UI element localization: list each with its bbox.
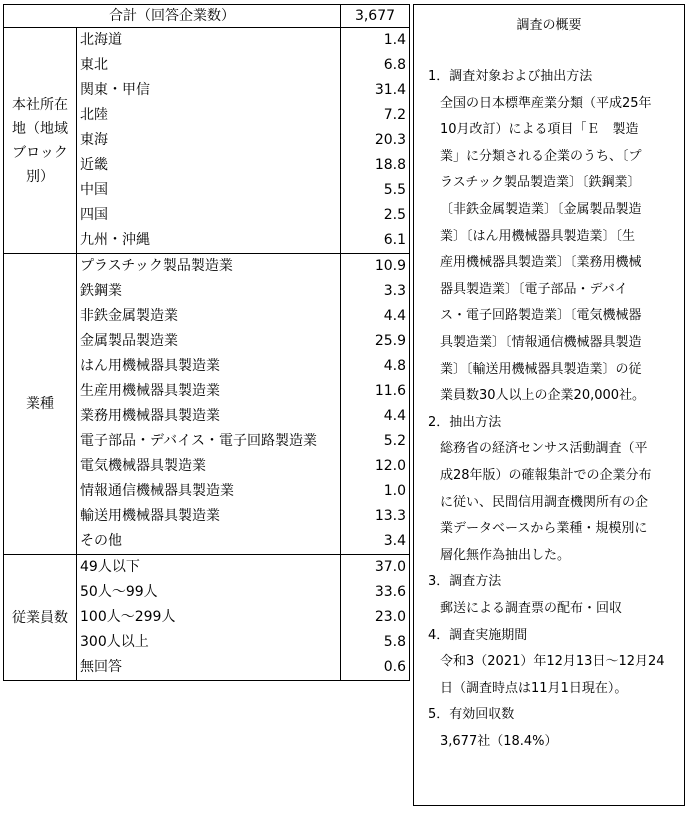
overview-text: 業データベースから業種・規模別に <box>440 521 648 536</box>
overview-text: 成28年版）の確報集計での企業分布 <box>440 468 652 483</box>
overview-heading: 3．調査方法 <box>428 574 502 589</box>
row-value: 37.0 <box>374 559 406 575</box>
row-value: 3.4 <box>383 533 406 549</box>
row-value: 4.4 <box>383 308 406 324</box>
group-label-line: 業種 <box>26 396 54 412</box>
row-label: 情報通信機械器具製造業 <box>80 483 234 499</box>
overview-text: 郵送による調査票の配布・回収 <box>440 601 623 616</box>
group-label-line: 地（地域 <box>12 120 68 137</box>
row-value: 3.3 <box>383 283 406 299</box>
row-value: 25.9 <box>374 333 406 349</box>
row-label: 非鉄金属製造業 <box>80 308 178 324</box>
row-value: 18.8 <box>374 157 406 173</box>
row-value: 6.8 <box>383 57 406 73</box>
row-label: 北陸 <box>80 107 108 123</box>
row-value: 1.4 <box>383 32 406 48</box>
row-value: 6.1 <box>383 232 406 248</box>
row-value: 2.5 <box>383 207 406 223</box>
row-label: 電気機械器具製造業 <box>80 458 206 474</box>
row-label: 業務用機械器具製造業 <box>80 408 220 424</box>
total-row <box>4 5 410 28</box>
row-label: 北海道 <box>80 32 122 48</box>
row-label: 50人～99人 <box>80 584 158 600</box>
row-value: 5.2 <box>383 433 406 449</box>
row-value: 0.6 <box>383 659 406 675</box>
overview-title: 調査の概要 <box>516 18 582 33</box>
overview-text: 業〕〔輸送用機械器具製造業〕の従 <box>440 362 642 377</box>
group-row <box>4 28 410 254</box>
row-label: 生産用機械器具製造業 <box>80 383 220 399</box>
overview-text: ラスチック製品製造業〕〔鉄鋼業〕 <box>440 175 641 190</box>
overview-text: 令和3（2021）年12月13日～12月24 <box>440 654 665 669</box>
group-label <box>4 555 77 681</box>
row-value: 1.0 <box>383 483 406 499</box>
overview-heading: 4．調査実施期間 <box>428 628 528 643</box>
row-label: 輸送用機械器具製造業 <box>80 508 220 524</box>
group-row <box>4 555 410 681</box>
overview-heading: 5．有効回収数 <box>428 707 515 722</box>
group-label <box>4 254 77 555</box>
row-label: その他 <box>80 533 122 549</box>
overview-text: 全国の日本標準産業分類（平成25年 <box>440 96 652 111</box>
group-values <box>341 254 410 555</box>
group-label-line: ブロック <box>12 144 68 161</box>
row-value: 10.9 <box>374 258 406 274</box>
overview-text: ス・電子回路製造業〕〔電気機械器 <box>440 308 642 323</box>
row-value: 23.0 <box>374 609 406 625</box>
row-label: 関東・甲信 <box>80 82 150 98</box>
overview-text: 総務省の経済センサス活動調査（平 <box>440 441 648 456</box>
row-label: 金属製品製造業 <box>80 333 178 349</box>
survey-overview-box <box>413 4 685 806</box>
overview-text: 器具製造業〕〔電子部品・デバイ <box>440 282 628 297</box>
group-items <box>77 28 341 254</box>
row-value: 13.3 <box>374 508 406 524</box>
overview-text: 10月改訂）による項目「Ｅ 製造 <box>440 122 639 137</box>
row-label: 中国 <box>80 182 108 198</box>
group-values <box>341 28 410 254</box>
overview-text: 3,677社（18.4%） <box>440 734 558 749</box>
overview-text: 業〕〔はん用機械器具製造業〕〔生 <box>440 229 636 244</box>
overview-text: 日（調査時点は11月1日現在）。 <box>440 681 628 696</box>
row-value: 20.3 <box>374 132 406 148</box>
overview-heading: 2．抽出方法 <box>428 415 502 430</box>
overview-text: 層化無作為抽出した。 <box>440 548 571 563</box>
row-value: 11.6 <box>374 383 406 399</box>
overview-text: 産用機械器具製造業〕〔業務用機械 <box>440 255 642 270</box>
row-value: 7.2 <box>383 107 406 123</box>
group-label <box>4 28 77 254</box>
row-value: 5.8 <box>383 634 406 650</box>
row-label: プラスチック製品製造業 <box>80 258 233 274</box>
total-label: 合計（回答企業数） <box>4 5 341 28</box>
row-label: 東海 <box>80 132 108 148</box>
overview-text: に従い、民間信用調査機関所有の企 <box>440 495 649 510</box>
row-label: 東北 <box>80 57 108 73</box>
total-value: 3,677 <box>341 5 410 28</box>
overview-text: 〔非鉄金属製造業〕〔金属製品製造 <box>440 202 642 217</box>
row-value: 12.0 <box>374 458 406 474</box>
row-label: 近畿 <box>80 157 108 173</box>
row-label: 四国 <box>80 207 108 223</box>
row-value: 31.4 <box>374 82 406 98</box>
row-label: はん用機械器具製造業 <box>80 358 220 374</box>
row-label: 300人以上 <box>80 634 149 650</box>
group-label-line: 別） <box>26 168 54 185</box>
row-label: 100人～299人 <box>80 609 176 625</box>
row-label: 無回答 <box>80 659 122 675</box>
row-label: 九州・沖縄 <box>80 232 150 248</box>
row-label: 電子部品・デバイス・電子回路製造業 <box>80 433 318 449</box>
row-value: 4.4 <box>383 408 406 424</box>
group-items <box>77 254 341 555</box>
row-value: 5.5 <box>383 182 406 198</box>
row-label: 鉄鋼業 <box>80 283 122 299</box>
group-label-line: 本社所在 <box>12 96 68 113</box>
group-row <box>4 254 410 555</box>
row-value: 4.8 <box>383 358 406 374</box>
group-items <box>77 555 341 681</box>
row-label: 49人以下 <box>80 559 140 575</box>
group-label-line: 従業員数 <box>12 609 68 626</box>
overview-text: 業員数30人以上の企業20,000社。 <box>440 388 646 403</box>
group-values <box>341 555 410 681</box>
overview-text: 業」に分類される企業のうち、〔プ <box>440 149 642 164</box>
survey-results-table <box>3 4 410 681</box>
overview-heading: 1．調査対象および抽出方法 <box>428 69 593 84</box>
overview-text: 具製造業〕〔情報通信機械器具製造 <box>440 335 642 350</box>
row-value: 33.6 <box>374 584 406 600</box>
